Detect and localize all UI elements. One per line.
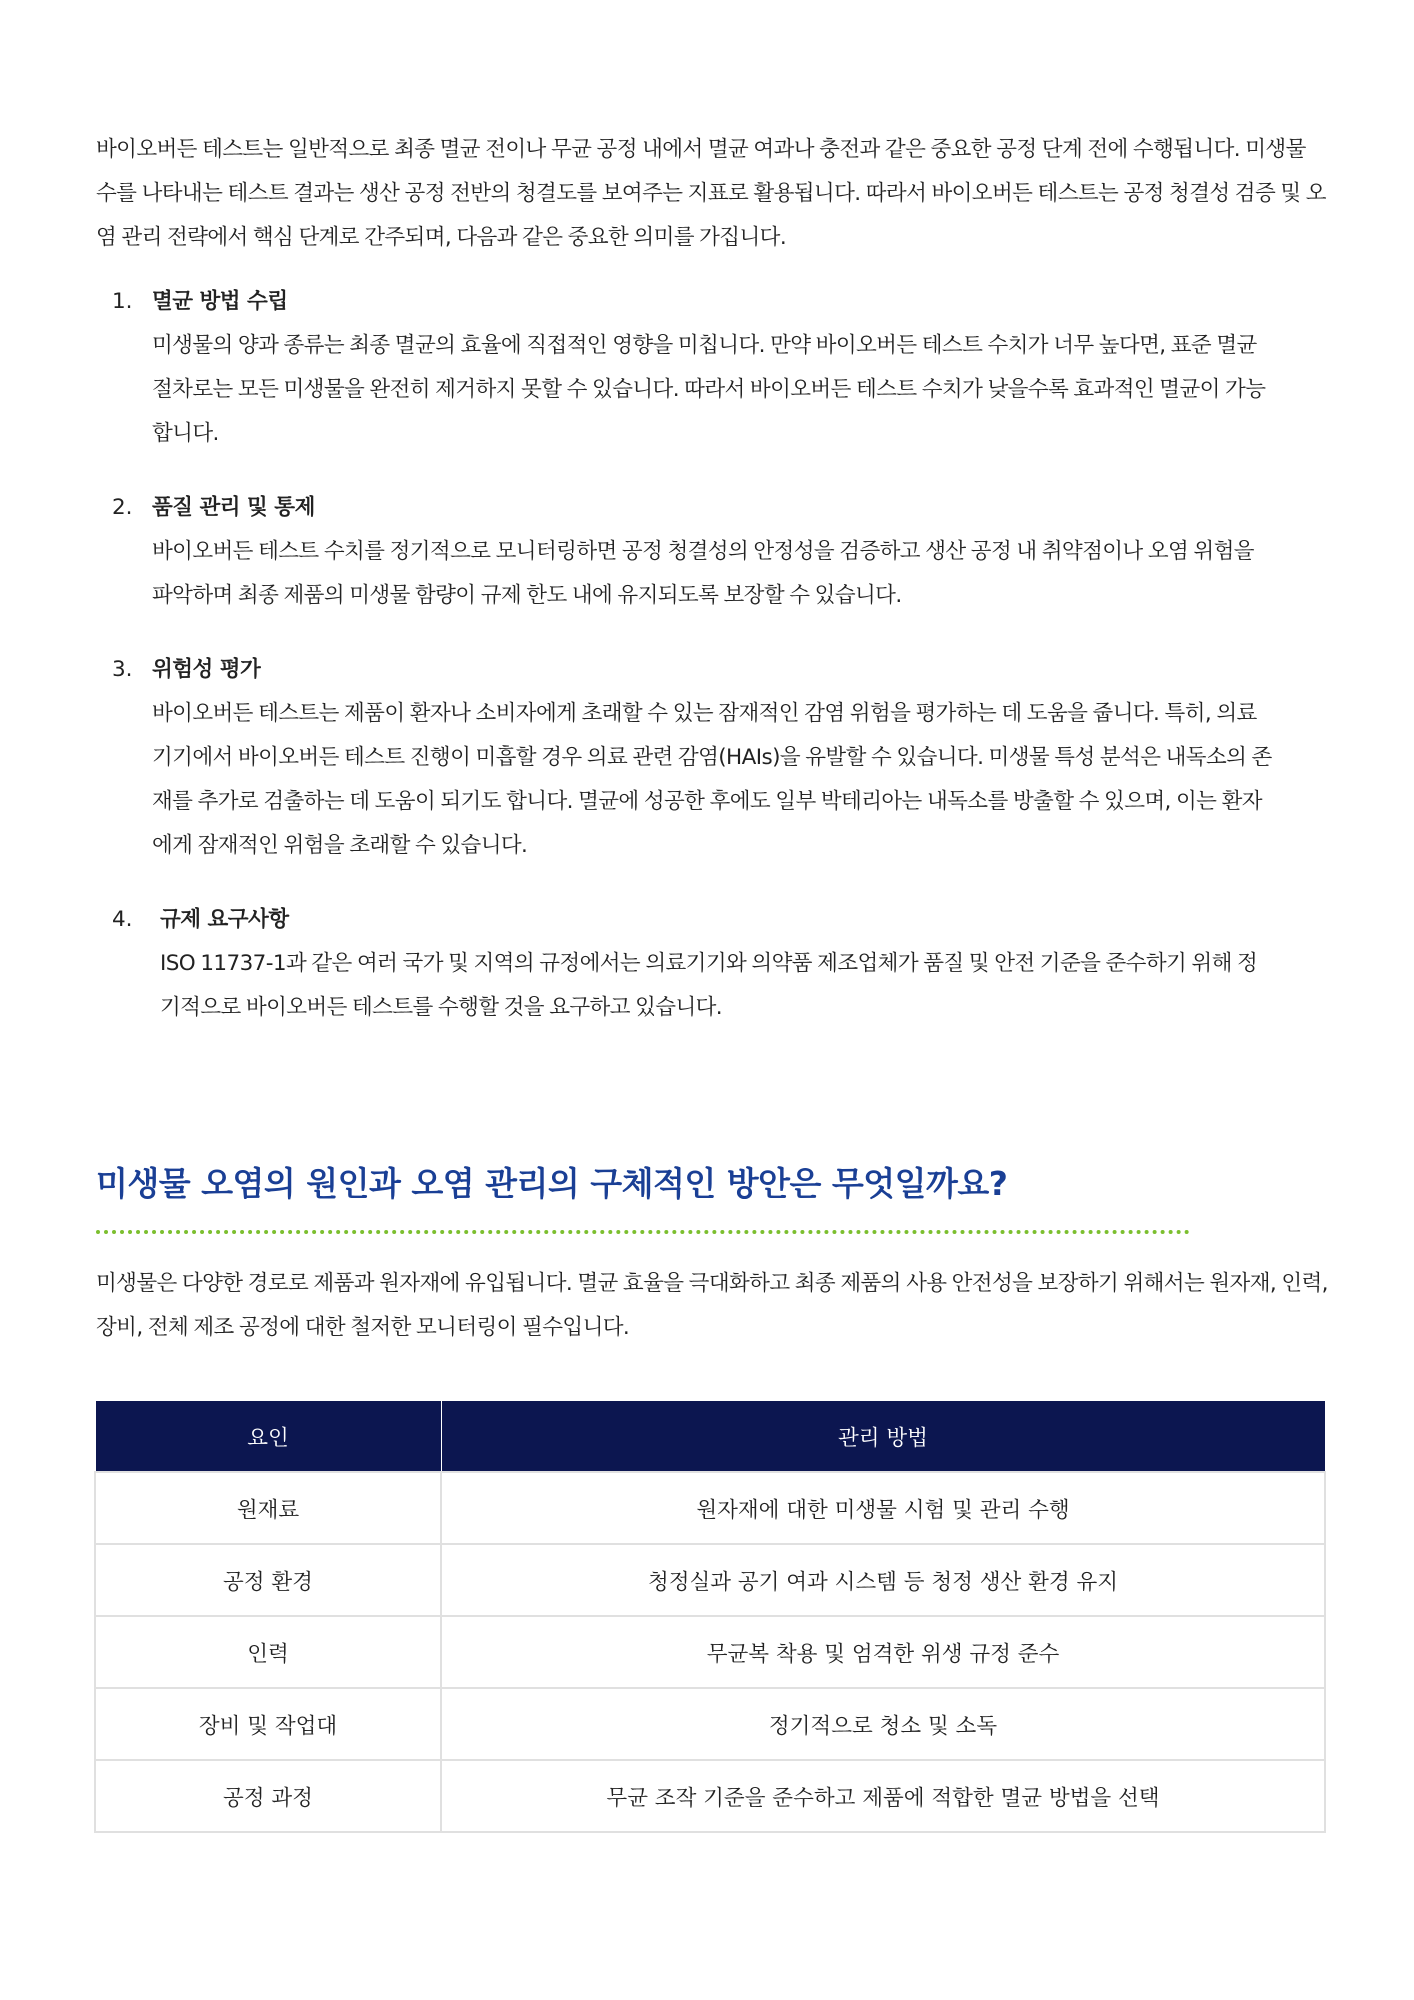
table-cell-factor: 장비 및 작업대 bbox=[95, 1688, 441, 1760]
table-cell-method: 정기적으로 청소 및 소독 bbox=[441, 1688, 1325, 1760]
list-item-number: 4. bbox=[112, 907, 133, 932]
list-item-number: 3. bbox=[112, 657, 133, 682]
table-cell-method: 무균 조작 기준을 준수하고 제품에 적합한 멸균 방법을 선택 bbox=[441, 1760, 1325, 1832]
list-item-title: 위험성 평가 bbox=[152, 657, 261, 682]
list-item-body: 미생물의 양과 종류는 최종 멸균의 효율에 직접적인 영향을 미칩니다. 만약 바이오버든 테스트 수치가 너무 높다면, 표준 멸균 절차로는 모든 미생물을 완전히 제거하지 못할 수 있습니다. 따라서 바이오버든 테스트 수치가 낮을수록 효과적인 멸균이 가능합니다. bbox=[152, 333, 1266, 446]
table-header-row bbox=[95, 1401, 1325, 1473]
list-item-title: 규제 요구사항 bbox=[160, 907, 289, 932]
table-cell-factor: 원재료 bbox=[95, 1472, 441, 1544]
list-item-number: 1. bbox=[112, 289, 133, 314]
list-item-title: 멸균 방법 수립 bbox=[152, 289, 288, 314]
table-cell-method: 무균복 착용 및 엄격한 위생 규정 준수 bbox=[441, 1616, 1325, 1688]
section-paragraph: 미생물은 다양한 경로로 제품과 원자재에 유입됩니다. 멸균 효율을 극대화하고 최종 제품의 사용 안전성을 보장하기 위해서는 원자재, 인력, 장비, 전체 제조 공정에 대한 철저한 모니터링이 필수입니다. bbox=[96, 1271, 1328, 1340]
document-body bbox=[96, 128, 1330, 1060]
table-row bbox=[95, 1616, 1325, 1688]
list-item bbox=[96, 486, 1330, 618]
section-heading: 미생물 오염의 원인과 오염 관리의 구체적인 방안은 무엇일까요? bbox=[96, 1164, 1008, 1203]
table-cell-factor: 공정 환경 bbox=[95, 1544, 441, 1616]
list-item-number: 2. bbox=[112, 495, 133, 520]
table-row bbox=[95, 1544, 1325, 1616]
column-header-method: 관리 방법 bbox=[441, 1401, 1325, 1473]
list-item-body: ISO 11737-1과 같은 여러 국가 및 지역의 규정에서는 의료기기와 의약품 제조업체가 품질 및 안전 기준을 준수하기 위해 정기적으로 바이오버든 테스트를 수행할 것을 요구하고 있습니다. bbox=[160, 951, 1258, 1020]
list-item bbox=[96, 898, 1330, 1030]
intro-paragraph: 바이오버든 테스트는 일반적으로 최종 멸균 전이나 무균 공정 내에서 멸균 여과나 충전과 같은 중요한 공정 단계 전에 수행됩니다. 미생물 수를 나타내는 테스트 결과는 생산 공정 전반의 청결도를 보여주는 지표로 활용됩니다. 따라서 바이오버든 테스트는 공정 청결성 검증 및 오염 관리 전략에서 핵심 단계로 간주되며, 다음과 같은 중요한 의미를 가집니다. bbox=[96, 137, 1326, 250]
table-row bbox=[95, 1760, 1325, 1832]
significance-list bbox=[96, 280, 1330, 1030]
table-row bbox=[95, 1688, 1325, 1760]
list-item bbox=[96, 648, 1330, 868]
table-cell-factor: 공정 과정 bbox=[95, 1760, 441, 1832]
list-item-body: 바이오버든 테스트 수치를 정기적으로 모니터링하면 공정 청결성의 안정성을 검증하고 생산 공정 내 취약점이나 오염 위험을 파악하며 최종 제품의 미생물 함량이 규제 한도 내에 유지되도록 보장할 수 있습니다. bbox=[152, 539, 1254, 608]
column-header-factor: 요인 bbox=[95, 1401, 441, 1473]
dotted-divider bbox=[96, 1230, 1190, 1234]
table-cell-method: 청정실과 공기 여과 시스템 등 청정 생산 환경 유지 bbox=[441, 1544, 1325, 1616]
list-item-title: 품질 관리 및 통제 bbox=[152, 495, 315, 520]
contamination-factor-table bbox=[94, 1400, 1326, 1833]
table-row bbox=[95, 1472, 1325, 1544]
list-item-body: 바이오버든 테스트는 제품이 환자나 소비자에게 초래할 수 있는 잠재적인 감염 위험을 평가하는 데 도움을 줍니다. 특히, 의료기기에서 바이오버든 테스트 진행이 미흡할 경우 의료 관련 감염(HAIs)을 유발할 수 있습니다. 미생물 특성 분석은 내독소의 존재를 추가로 검출하는 데 도움이 되기도 합니다. 멸균에 성공한 후에도 일부 박테리아는 내독소를 방출할 수 있으며, 이는 환자에게 잠재적인 위험을 초래할 수 있습니다. bbox=[152, 701, 1272, 858]
table-cell-method: 원자재에 대한 미생물 시험 및 관리 수행 bbox=[441, 1472, 1325, 1544]
list-item bbox=[96, 280, 1330, 456]
table-cell-factor: 인력 bbox=[95, 1616, 441, 1688]
